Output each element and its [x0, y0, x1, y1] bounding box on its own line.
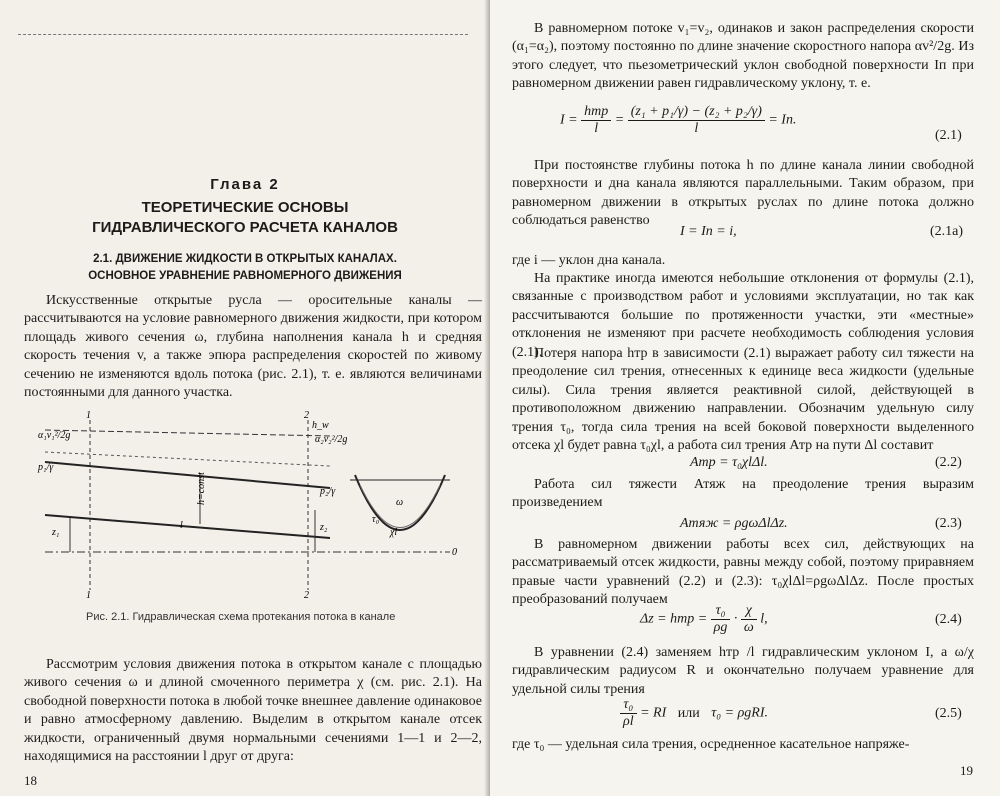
equation-2-1a-number: (2.1а) — [930, 224, 964, 239]
p2-label: p₂/γ — [320, 486, 336, 497]
eq25-rhs: = RI — [640, 705, 667, 721]
section1-bottom-label: 1 — [86, 590, 91, 600]
tau-label: τ₀ — [372, 514, 380, 525]
chapter-title-line1: ТЕОРЕТИЧЕСКИЕ ОСНОВЫ — [141, 199, 349, 216]
left-page-number: 18 — [24, 773, 37, 788]
eq24-f1-num: τ₀ — [711, 603, 731, 620]
head1-label: α₁v₁²/2g — [38, 430, 71, 441]
chapter-title — [0, 198, 490, 238]
omega-label: ω — [396, 497, 404, 508]
eq24-lhs: Δz = hтр = — [640, 611, 708, 627]
right-page-number: 19 — [960, 763, 973, 778]
eq21-rhs: = Iп. — [768, 112, 797, 128]
energy-line — [45, 430, 330, 436]
chapter-label: Глава 2 — [210, 176, 280, 193]
right-paragraph-9: где τ₀ — удельная сила трения, осредненное касательное напряже- — [512, 737, 910, 752]
eq25-den: ρl — [623, 714, 634, 729]
eq24-f2-num: χ — [741, 603, 757, 620]
equation-2-3-number: (2.3) — [935, 516, 962, 531]
right-paragraph-7: В равномерном движении работы всех сил, действующих на рассматриваемый отсек жидкости, равны между собой, поэтому приравняем правые части уравнений (2.2) и (2.3): τ₀χlΔl=ρgωΔlΔz. После простых преобразований получаем — [512, 537, 974, 608]
eq24-f1-den: ρg — [713, 620, 728, 635]
eq21-f1-den: l — [594, 121, 599, 136]
equation-2-1a: I = Iп = i, — [680, 224, 737, 239]
channel-bottom-line — [45, 515, 330, 538]
eq21-f2-num: (z₁ + p₁/γ) − (z₂ + p₂/γ) — [628, 104, 765, 121]
equation-2-1-number: (2.1) — [935, 128, 962, 143]
left-page — [0, 0, 490, 796]
right-paragraph-3: где i — уклон дна канала. — [512, 253, 666, 268]
eq24-f2-den: ω — [743, 620, 754, 635]
equation-2-1 — [560, 104, 796, 137]
section-title-line1: 2.1. ДВИЖЕНИЕ ЖИДКОСТИ В ОТКРЫТЫХ КАНАЛАХ. — [93, 253, 397, 265]
section2-bottom-label: 2 — [304, 590, 309, 600]
eq25-num: τ₀ — [620, 697, 637, 714]
depth-label: h=const — [196, 472, 207, 505]
equation-2-5 — [620, 697, 768, 730]
right-paragraph-8: В уравнении (2.4) заменяем hтр /l гидравлическим уклоном I, а ω/χ гидравлическим радиусом R и окончательно получаем уравнение для удельной силы трения — [512, 645, 974, 697]
chi-label: χl — [390, 527, 398, 538]
right-paragraph-5: Потеря напора hтр в зависимости (2.1) выражает работу сил тяжести на преодоление сил трения, отнесенных к единице веса жидкости (удельные силы). Сила трения является реактивной силой, действующей в противоположном движению направлении. Обозначим удельную силу трения τ₀, тогда сила трения на всей боковой поверхности выделенного отсека χl будет равна τ₀χl, а работа сил трения Атр на пути Δl составит — [512, 346, 974, 454]
right-paragraph-1: В равномерном потоке v₁=v₂, одинаков и закон распределения скорости (α₁=α₂), поэтому постоянно по длине значение скоростного напора αv²/2g. Из этого следует, что пьезометрический уклон свободной поверхности Iп при равномерном движении равен гидравлическому уклону, т. е. — [512, 21, 974, 92]
equation-2-2: Aтр = τ₀χlΔl. — [690, 455, 768, 470]
right-paragraph-6: Работа сил тяжести Атяж на преодоление трения выразим произведением — [512, 477, 974, 511]
length-label: l — [180, 520, 183, 531]
hw-label: h_w — [312, 420, 329, 431]
section2-top-label: 2 — [304, 410, 309, 421]
eq25-fraction — [620, 697, 637, 730]
section1-top-label: 1 — [86, 410, 91, 421]
equation-2-5-number: (2.5) — [935, 706, 962, 721]
eq21-fraction-1 — [581, 104, 611, 137]
head2-label: α₂v₂²/2g — [315, 434, 348, 445]
equation-2-4 — [640, 603, 768, 636]
datum-label: 0 — [452, 547, 457, 558]
eq21-fraction-2 — [628, 104, 765, 137]
piezometric-line — [45, 452, 330, 466]
eq21-f1-num: hтр — [581, 104, 611, 121]
equation-2-4-number: (2.4) — [935, 612, 962, 627]
p1-label: p₁/γ — [38, 462, 54, 473]
eq25-or: или — [677, 705, 700, 721]
section-title-line2: ОСНОВНОЕ УРАВНЕНИЕ РАВНОМЕРНОГО ДВИЖЕНИЯ — [88, 270, 402, 282]
figure-channel-scheme — [30, 410, 470, 600]
section-title — [0, 251, 490, 285]
figure-caption: Рис. 2.1. Гидравлическая схема протекания потока в канале — [86, 611, 396, 623]
right-paragraph-4: На практике иногда имеются небольшие отклонения от формулы (2.1), связанные с производством работ и условиями эксплуатации, но так как рассчитываются большие по протяженности участки, эти «местные» отклонения не изменяют при расчете необходимость соблюдения условия (2.1). — [512, 271, 974, 360]
eq25-alt: τ₀ = ρgRI. — [711, 705, 769, 721]
eq21-lhs: I = — [560, 112, 578, 128]
eq24-mul: · — [733, 611, 738, 627]
eq24-fraction-1 — [711, 603, 731, 636]
equation-2-3: Aтяж = ρgωΔlΔz. — [680, 516, 788, 531]
eq21-f2-den: l — [694, 121, 699, 136]
right-page — [490, 0, 1000, 796]
chapter-title-line2: ГИДРАВЛИЧЕСКОГО РАСЧЕТА КАНАЛОВ — [92, 219, 398, 236]
water-surface-line — [45, 462, 330, 488]
eq24-fraction-2 — [741, 603, 757, 636]
eq21-eq-sign: = — [614, 112, 625, 128]
equation-2-2-number: (2.2) — [935, 455, 962, 470]
z2-label: z₂ — [320, 522, 328, 533]
header-rule — [18, 34, 468, 35]
left-paragraph-2: Рассмотрим условия движения потока в открытом канале с площадью живого сечения ω и длиной смоченного периметра χ (см. рис. 2.1). На свободной поверхности потока в любой точке внешнее давление одинаковое и равно атмосферному давлению. Выделим в открытом канале отсек жидкости, ограниченный двумя нормальными сечениями 1—1 и 2—2, находящимися на расстоянии l друг от друга: — [24, 657, 482, 765]
eq24-rhs: l, — [760, 611, 768, 627]
right-paragraph-2: При постоянстве глубины потока h по длине канала линии свободной поверхности и дна канала являются параллельными. Таким образом, при равномерном движении в открытых руслах по длине потока должно соблюдаться равенство — [512, 158, 974, 229]
left-paragraph-1: Искусственные открытые русла — оросительные каналы — рассчитываются на условие равномерного движения жидкости, при котором площадь живого сечения ω, глубина наполнения канала h и средняя скорость течения v, а также эпюра распределения скоростей по живому сечению не изменяются вдоль потока (рис. 2.1), т. е. являются величинами постоянными для данного участка. — [24, 293, 482, 401]
z1-label: z₁ — [52, 527, 60, 538]
